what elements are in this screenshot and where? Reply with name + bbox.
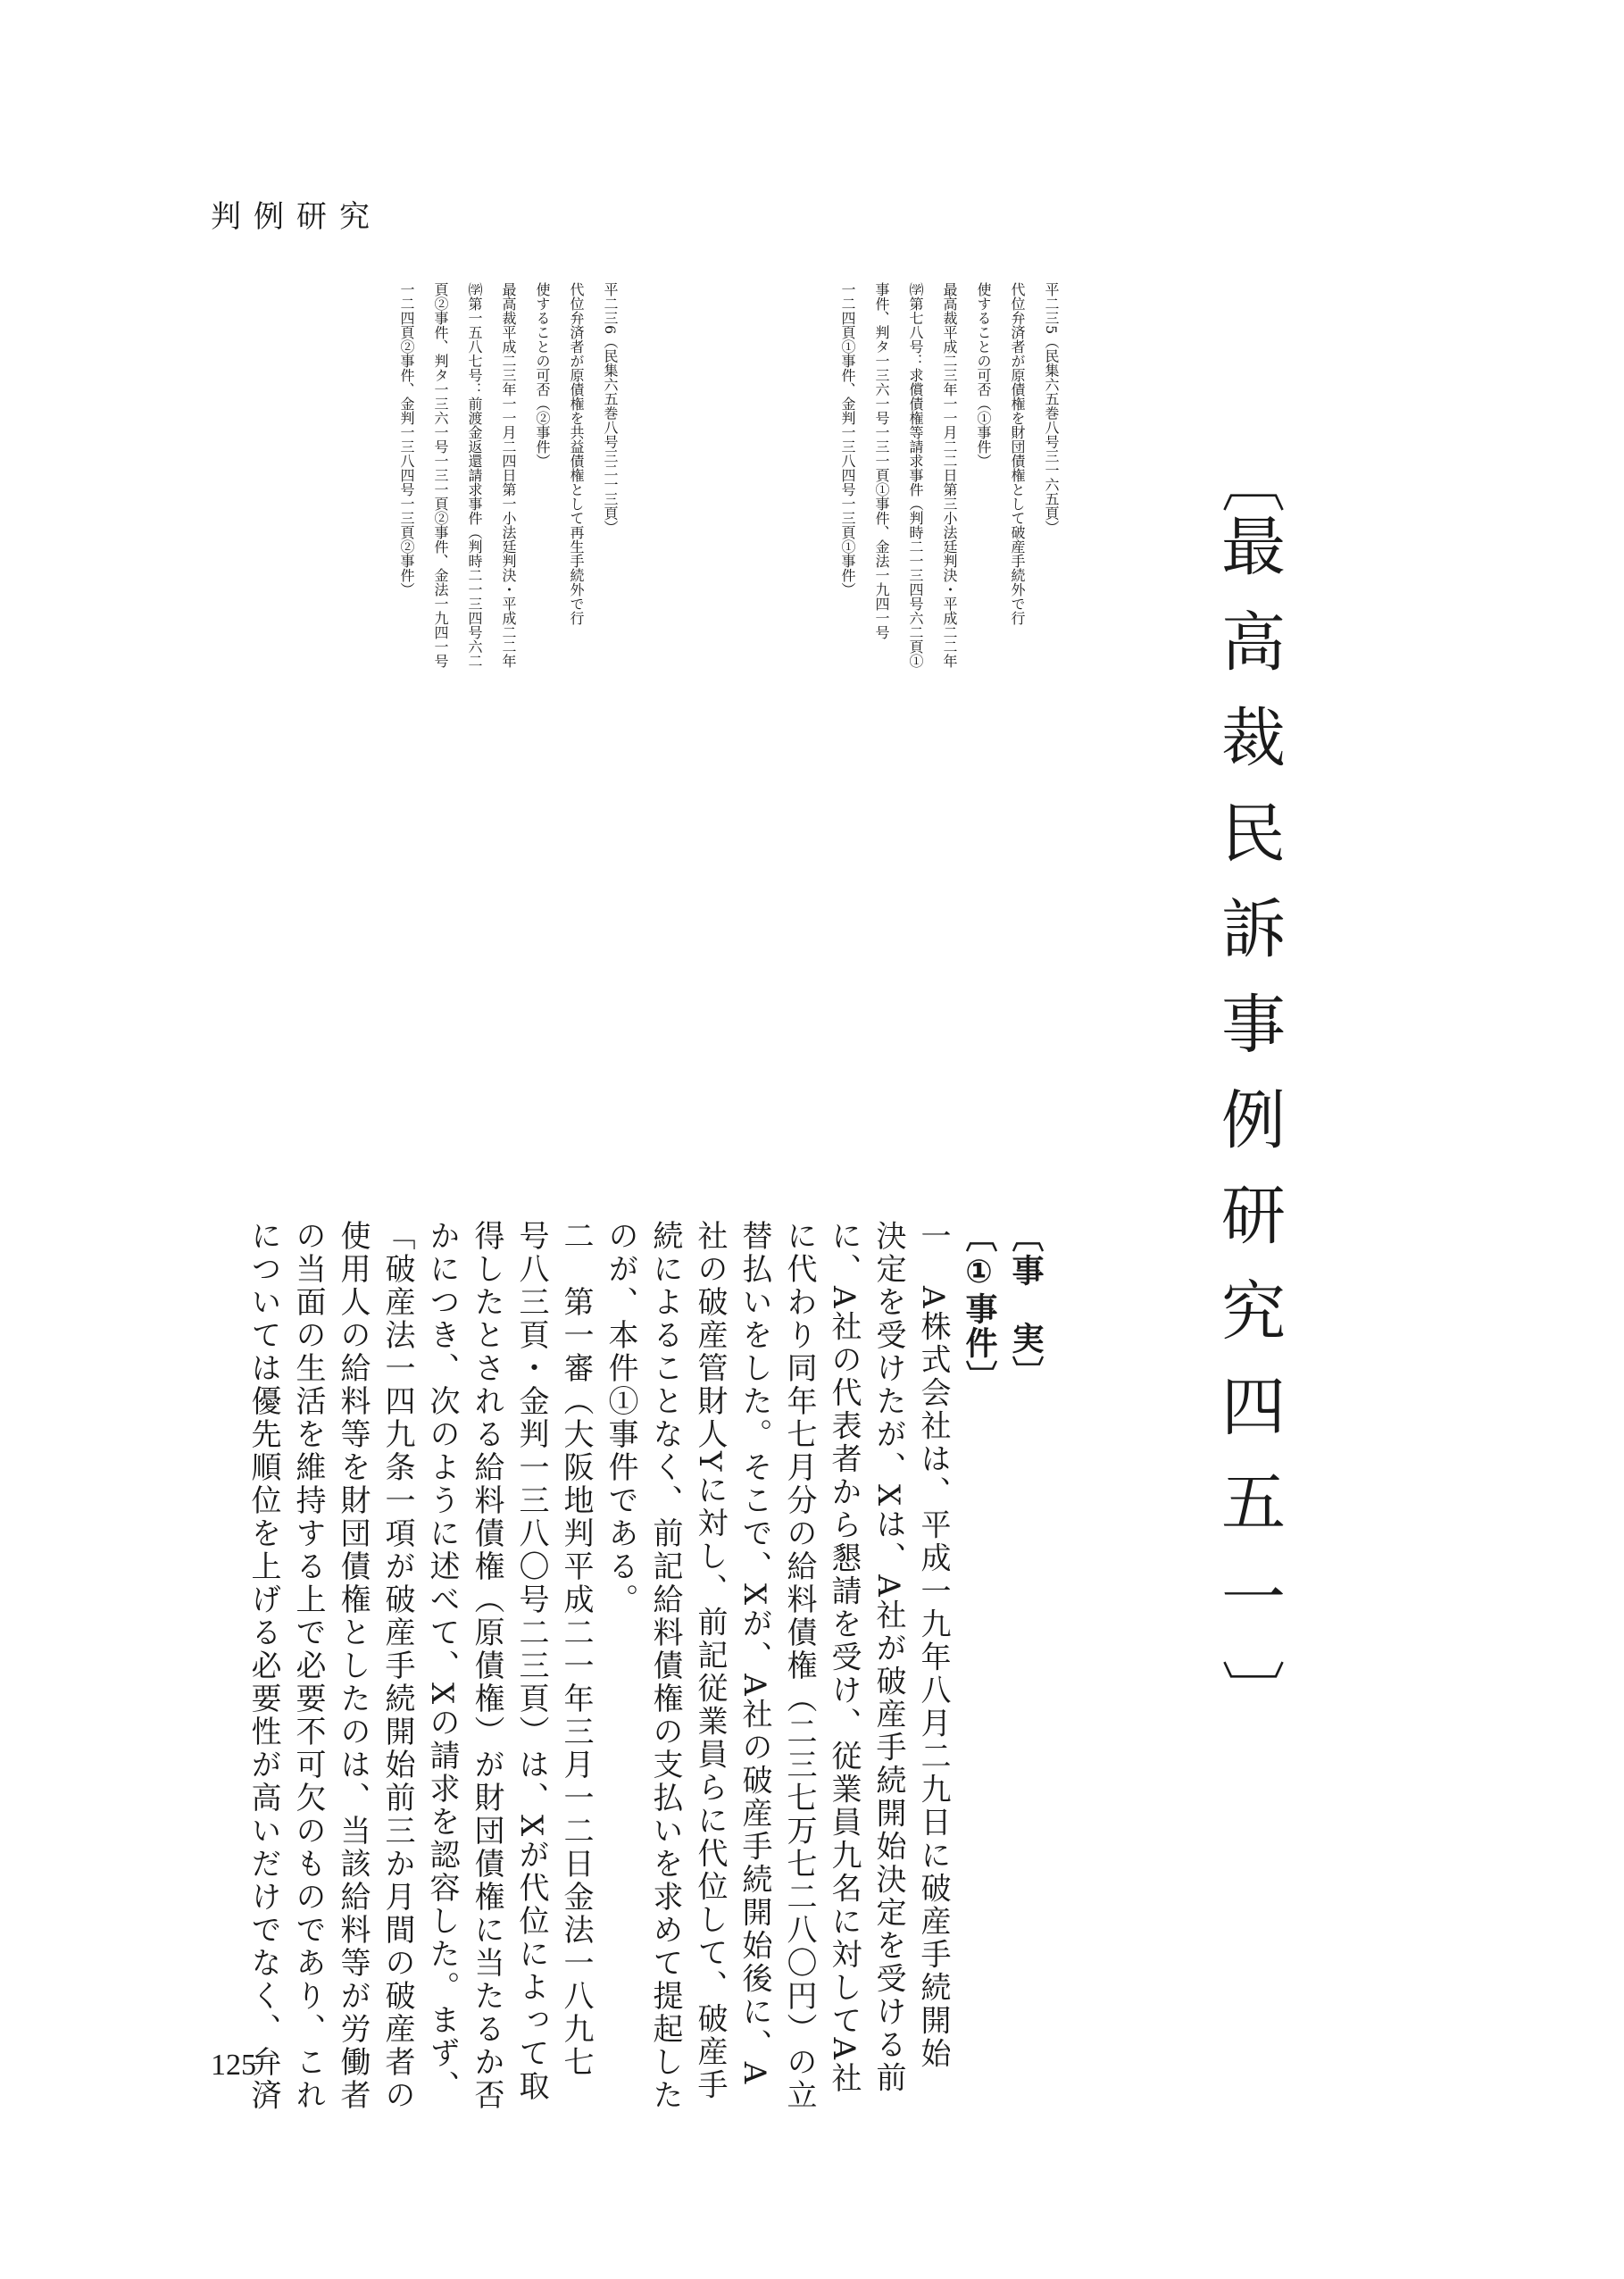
case6-citation: （民集六五巻八号三二一三頁）	[602, 334, 619, 535]
case6-title-line-1: 代位弁済者が原債権を共益債権として再生手続外で行	[568, 282, 585, 625]
facts-line: 一 A株式会社は、平成一九年八月二九日に破産手続開始	[915, 1220, 951, 2071]
case5-heading	[1044, 282, 1058, 961]
case5-title-line-1: 代位弁済者が原債権を財団債権として破産手続外で行	[1009, 282, 1026, 625]
running-head: 判例研究	[211, 199, 382, 235]
facts-line: かにつき、次のように述べて、Xの請求を認容した。まず、	[424, 1220, 460, 2104]
case5-block	[701, 282, 1058, 961]
case6-heading	[603, 282, 617, 997]
case5-reference-line-3: 事件、判タ一三六一号一三一頁①事件、金法一九四一号	[873, 282, 890, 639]
facts-heading: 〔事 実〕	[1007, 1220, 1044, 1390]
series-title	[1211, 448, 1286, 1724]
facts-line: に、A社の代表者から懇請を受け、従業員九名に対してA社	[826, 1220, 862, 2096]
case6-number: 平二三6	[602, 282, 619, 335]
facts-line: 続によることなく、前記給料債権の支払いを求めて提起した	[647, 1220, 683, 2112]
case5-number: 平二三5	[1043, 282, 1060, 335]
case5-title-line-2: 使することの可否（①事件）	[975, 282, 992, 468]
series-title-open-bracket: 〔	[1211, 448, 1286, 513]
facts-line: 二 第一審（大阪地判平成二一年三月一二日金法一八九七	[558, 1220, 594, 2079]
page-number: 125	[211, 2049, 256, 2082]
case5-reference-line-4: 一二四頁①事件、金判一三八四号一三頁①事件）	[839, 282, 856, 597]
series-title-text: 最高裁民訴事例研究四五一	[1211, 513, 1286, 1659]
case6-reference-line-2: ㈻第一五八七号：前渡金返還請求事件（判時二一三四号六二	[466, 282, 483, 668]
case6-reference-line-3: 頁②事件、判タ一三六一号一三一頁②事件、金法一九四一号	[432, 282, 449, 668]
case5-citation: （民集六五巻八号三一六五頁）	[1043, 334, 1060, 535]
facts-line: のが、本件①事件である。	[603, 1220, 638, 1616]
case6-reference-line-4: 一二四頁②事件、金判一三八四号一三頁②事件）	[398, 282, 415, 597]
facts-line: については優先順位を上げる必要性が高いだけでなく、弁済	[246, 1220, 281, 2112]
case6-title-line-2: 使することの可否（②事件）	[534, 282, 551, 468]
facts-line: 決定を受けたが、Xは、A社が破産手続開始決定を受ける前	[870, 1220, 906, 2095]
facts-line: 替払いをした。そこで、Xが、A社の破産手続開始後に、A	[737, 1220, 772, 2087]
facts-subheading: 〔①事件〕	[961, 1220, 997, 1394]
facts-line: 号八三頁・金判一三八〇号二三頁）は、Xが代位によって取	[513, 1220, 549, 2104]
series-title-close-bracket: 〕	[1211, 1659, 1286, 1724]
case6-reference-line-1: 最高裁平成二三年一一月二四日第一小法廷判決・平成二二年	[500, 282, 517, 668]
facts-line: 使用人の給料等を財団債権としたのは、当該給料等が労働者	[335, 1220, 371, 2112]
facts-line: 社の破産管財人Yに対し、前記従業員らに代位して、破産手	[692, 1220, 728, 2102]
facts-line: の当面の生活を維持する上で必要不可欠のものであり、これ	[290, 1220, 326, 2112]
case5-reference-line-2: ㈻第七八号：求償債権等請求事件（判時二一三四号六二頁①	[907, 282, 924, 668]
case6-block	[251, 282, 617, 997]
case5-reference-line-1: 最高裁平成二三年一一月二二日第三小法廷判決・平成二二年	[941, 282, 958, 668]
facts-line: 「破産法一四九条一項が破産手続開始前三か月間の破産者の	[379, 1220, 415, 2112]
facts-line: 得したとされる給料債権（原債権）が財団債権に当たるか否	[469, 1220, 504, 2112]
facts-line: に代わり同年七月分の給料債権（二三七万七二八〇円）の立	[781, 1220, 817, 2112]
